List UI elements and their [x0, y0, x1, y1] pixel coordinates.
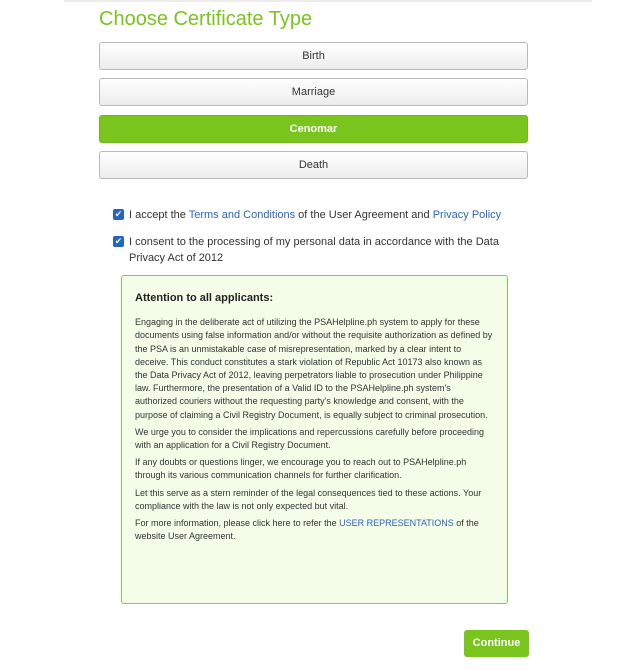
terms-agreement-row — [113, 207, 513, 223]
notice-paragraph-3: If any doubts or questions linger, we encourage you to reach out to PSAHelpline.ph through its various communication channels for further clarification. — [135, 457, 467, 481]
continue-button[interactable]: Continue — [464, 630, 529, 657]
terms-text — [129, 207, 501, 223]
terms-middle: of the User Agreement and — [295, 209, 433, 221]
notice-paragraph-5-prefix: For more information, please click here to refer the — [135, 518, 340, 529]
header-divider — [64, 0, 592, 2]
certificate-marriage-button[interactable]: Marriage — [99, 78, 528, 106]
user-representations-link[interactable]: USER REPRESENTATIONS — [339, 518, 454, 529]
consent-line-2: Privacy Act of 2012 — [129, 252, 224, 264]
notice-paragraph-5 — [135, 517, 494, 543]
notice-paragraph-4: Let this serve as a stern reminder of the legal consequences tied to these actions. Your compliance with the law is not only expected but vital. — [135, 487, 482, 511]
consent-text — [129, 234, 509, 266]
checkmark-icon: ✔ — [114, 209, 123, 219]
consent-agreement-row — [113, 234, 513, 268]
notice-paragraph-1: Engaging in the deliberate act of utilizing the PSAHelpline.ph system to apply for these documents using false information and/or without the requisite authorization as defined by the PSA is an unmistakable case of misrepresentation, marked by a clear intent to deceive. This conduct constitutes a stark violation of Republic Act 10173 also known as the Data Privacy Act of 2012, leaving perpetrators liable to prosecution under Philippine law. Furthermore, the presentation of a Valid ID to the PSAHelpline.ph system's authorized couriers without the requesting party's knowledge and consent, with the purpose of claiming a Civil Registry Document, is equally subject to criminal prosecution. — [135, 317, 493, 420]
consent-line-1: I consent to the processing of my personal data in accordance with the Data — [129, 236, 499, 248]
consent-checkbox[interactable] — [113, 236, 124, 247]
page-title: Choose Certificate Type — [99, 8, 313, 30]
privacy-policy-link[interactable]: Privacy Policy — [432, 209, 502, 221]
terms-prefix: I accept the — [129, 209, 189, 221]
applicant-notice-box — [121, 275, 508, 604]
notice-paragraph-2: We urge you to consider the implications and repercussions carefully before proceeding with an application for a Civil Registry Document. — [135, 426, 485, 451]
notice-heading: Attention to all applicants: — [135, 292, 274, 304]
notice-paragraph-5-suffix: of the website User Agreement. — [135, 518, 479, 542]
certificate-death-button[interactable]: Death — [99, 151, 528, 179]
checkmark-icon: ✔ — [114, 236, 123, 246]
certificate-cenomar-button[interactable]: Cenomar — [99, 115, 528, 143]
terms-and-conditions-link[interactable]: Terms and Conditions — [188, 209, 296, 221]
certificate-birth-button[interactable]: Birth — [99, 42, 528, 70]
terms-checkbox[interactable] — [113, 209, 124, 220]
